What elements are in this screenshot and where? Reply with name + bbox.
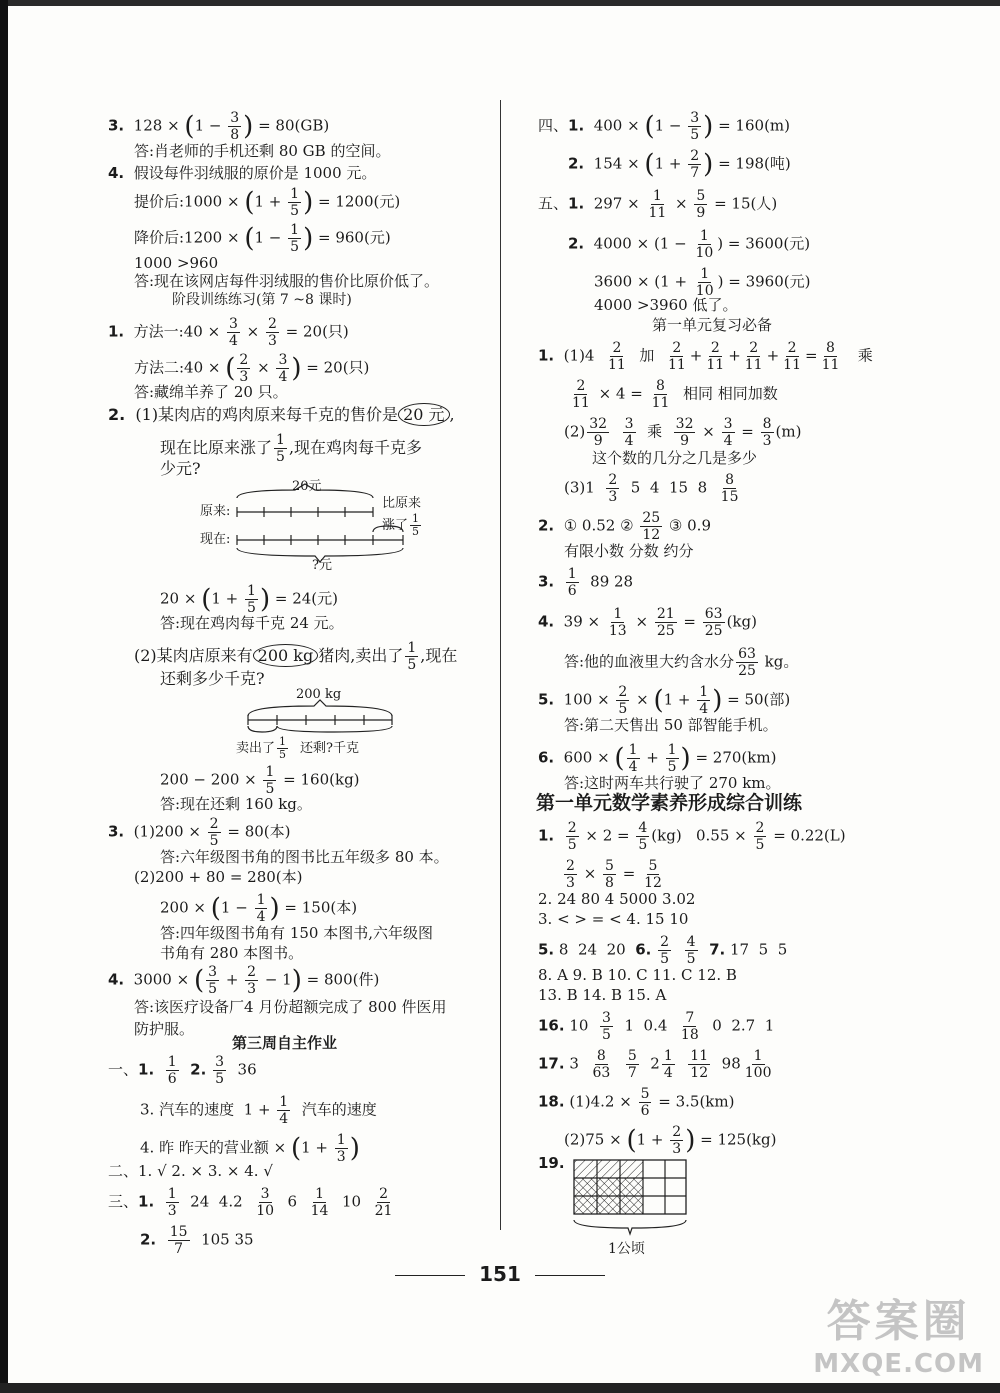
rv1-2: (2) $\frac{32}{9}$ $\frac{3}{4}$ 乘 $\frac{32}{9}$ × $\frac{3}{4}$ = $\frac{8}{3}$ (m) (564, 416, 802, 449)
diagram1-rise-fraction: 涨了 $\frac{1}{5}$ (382, 512, 420, 538)
q4-answer: 答:现在该网店每件羽绒服的售价比原价低了。 (134, 272, 440, 290)
w1-3: 3. 汽车的速度 1 + $\frac{1}{4}$ 汽车的速度 (140, 1094, 377, 1127)
diagram1-total: 20元 (292, 479, 322, 494)
p4-answer: 答:该医疗设备厂4 月份超额完成了 800 件医用 (134, 998, 447, 1016)
week3-title: 第三周自主作业 (232, 1034, 338, 1052)
p3-2-equation: (2)200 + 80 = 280(本) (134, 868, 303, 886)
t13: 13. B 14. B 15. A (538, 986, 667, 1004)
scan-top-edge (0, 0, 1000, 6)
rv4: 4. 39 × $\frac{1}{13}$ × $\frac{21}{25}$ = $\frac{63}{25}$ (kg) (538, 606, 757, 639)
rv1-1b: $\frac{2}{11}$ × 4 = $\frac{8}{11}$ 相同 相同加数 (572, 378, 778, 411)
t2: 2. 24 80 4 5000 3.02 (538, 890, 696, 908)
diagram1-rise-label: 比原来 (382, 496, 422, 511)
r5-2b: 3600 × (1 + $\frac{1}{10}$ ) = 3960(元) (594, 266, 811, 299)
p2-1-question-3: 少元? (160, 459, 201, 478)
p2-2-equation: 200 − 200 × $\frac{1}{5}$ = 160(kg) (160, 764, 360, 797)
rv1-2b: 这个数的几分之几是多少 (592, 449, 758, 467)
p2-1-answer: 答:现在鸡肉每千克 24 元。 (160, 614, 344, 632)
w3-2: 2. $\frac{15}{7}$ 105 35 (140, 1224, 254, 1257)
rv2: 2. ① 0.52 ② $\frac{25}{12}$ ③ 0.9 (538, 510, 711, 543)
rv1-1: 1. (1)4 $\frac{2}{11}$ 加 $\frac{2}{11}$ + $\frac{2}{11}$ + $\frac{2}{11}$ + $\frac{2}{11}$ = $\frac{8}{11}$ 乘 (538, 340, 873, 373)
r5-1: 五、1. 297 × $\frac{1}{11}$ × $\frac{5}{9}$ = 15(人) (538, 188, 778, 221)
diagram2-sold: 卖出了 $\frac{1}{5}$ (236, 735, 287, 761)
q4-intro: 4. 假设每件羽绒服的原价是 1000 元。 (108, 164, 377, 182)
p2-2-answer: 答:现在还剩 160 kg。 (160, 795, 312, 813)
p4-equation: 4. 3000 × ( $\frac{3}{5}$ + $\frac{2}{3}$ − 1) = 800(件) (108, 964, 380, 997)
w2: 二、1. √ 2. × 3. × 4. √ (108, 1162, 273, 1180)
t18-1: 18. (1)4.2 × $\frac{5}{6}$ = 3.5(km) (538, 1086, 735, 1119)
r5-2c: 4000 >3960 低了。 (594, 296, 738, 314)
t1: 1. $\frac{2}{5}$ × 2 = $\frac{4}{5}$ (kg) 0.55 × $\frac{2}{5}$ = 0.22(L) (538, 820, 846, 853)
r4-2: 2. 154 × (1 + $\frac{2}{7}$ ) = 198(吨) (568, 148, 791, 181)
rv5: 5. 100 × $\frac{2}{5}$ × (1 + $\frac{1}{4}$ ) = 50(部) (538, 684, 791, 717)
w1-4: 4. 昨 昨天的营业额 × (1 + $\frac{1}{3}$ ) (140, 1132, 360, 1165)
p3-2-answer-2: 书角有 280 本图书。 (160, 944, 304, 962)
rv5-answer: 答:第二天售出 50 部智能手机。 (564, 716, 778, 734)
t5: 5. 8 24 20 6. $\frac{2}{5}$ $\frac{4}{5}$ 7. 17 5 5 (538, 934, 788, 967)
t18-2: (2)75 × (1 + $\frac{2}{3}$ ) = 125(kg) (564, 1124, 777, 1157)
p4-answer-2: 防护服。 (134, 1020, 195, 1038)
watermark-logo: 答案圈 MXQE.COM (813, 1296, 984, 1379)
r4-1: 四、1. 400 × (1 − $\frac{3}{5}$ ) = 160(m) (538, 110, 790, 143)
r5-2: 2. 4000 × (1 − $\frac{1}{10}$ ) = 3600(元) (568, 228, 811, 261)
scan-left-edge (0, 0, 8, 1393)
m1-answer: 答:藏绵羊养了 20 只。 (134, 383, 288, 401)
t8: 8. A 9. B 10. C 11. C 12. B (538, 966, 737, 984)
p2-2-question: (2)某肉店原来有 200 kg 猪肉,卖出了 $\frac{1}{5}$ ,现在 (134, 640, 458, 673)
diagram1-now-label: 现在: (200, 532, 231, 547)
t16: 16. 10 $\frac{3}{5}$ 1 0.4 $\frac{7}{18}$ 0 2.7 1 (538, 1010, 775, 1043)
page-number: 151 (0, 1262, 1000, 1286)
rv6: 6. 600 × ( $\frac{1}{4}$ + $\frac{1}{5}$ ) = 270(km) (538, 742, 777, 775)
p2-1-question-2: 现在比原来涨了 $\frac{1}{5}$ ,现在鸡肉每千克多 (160, 432, 423, 465)
t19-label: 19. (538, 1154, 565, 1172)
diagram2-remaining: 还剩?千克 (300, 741, 359, 756)
t1b: $\frac{2}{3}$ × $\frac{5}{8}$ = $\frac{5}{12}$ (566, 858, 662, 891)
unit-title: 第一单元数学素养形成综合训练 (536, 792, 803, 814)
area-grid-diagram (570, 1158, 690, 1242)
p3-2-equation-2: 200 × (1 − $\frac{1}{4}$ ) = 150(本) (160, 892, 358, 925)
p2-2-question-2: 还剩多少千克? (160, 669, 265, 688)
rv3: 3. $\frac{1}{6}$ 89 28 (538, 566, 634, 599)
p3-1-equation: 3. (1)200 × $\frac{2}{5}$ = 80(本) (108, 816, 291, 849)
p3-2-answer: 答:四年级图书角有 150 本图书,六年级图 (160, 924, 433, 942)
rv4-answer: 答:他的血液里大约含水分 $\frac{63}{25}$ kg。 (564, 646, 799, 679)
scan-bottom-edge (0, 1383, 1000, 1393)
p3-1-answer: 答:六年级图书角的图书比五年级多 80 本。 (160, 848, 449, 866)
stage-title: 阶段训练练习(第 7 ~8 课时) (172, 292, 352, 308)
review-title: 第一单元复习必备 (652, 316, 773, 334)
rv6-answer: 答:这时两车共行驶了 270 km。 (564, 774, 781, 792)
q4-raise: 提价后:1000 × (1 + $\frac{1}{5}$ ) = 1200(元) (134, 186, 401, 219)
diagram1-original-label: 原来: (200, 504, 231, 519)
rv2b: 有限小数 分数 约分 (564, 542, 694, 560)
diagram1-unknown: ?元 (312, 558, 332, 573)
column-divider (500, 100, 501, 1230)
p2-1-question: 2. (1)某肉店的鸡肉原来每千克的售价是 20 元 , (108, 405, 455, 424)
area-grid-caption: 1公顷 (608, 1241, 645, 1257)
q3-equation: 3. 128 × (1 − $\frac{3}{8}$ ) = 80(GB) (108, 110, 330, 143)
q3-answer: 答:肖老师的手机还剩 80 GB 的空间。 (134, 142, 391, 160)
w1-1: 一、1. $\frac{1}{6}$ 2. $\frac{3}{5}$ 36 (108, 1054, 257, 1087)
p2-1-equation: 20 × (1 + $\frac{1}{5}$ ) = 24(元) (160, 583, 338, 616)
t3: 3. < > = < 4. 15 10 (538, 910, 689, 928)
t17: 17. 3 $\frac{8}{63}$ $\frac{5}{7}$ 2 $\frac{1}{4}$ $\frac{11}{12}$ 98 $\frac{1}{100}$ (538, 1048, 772, 1081)
q4-compare: 1000 >960 (134, 254, 219, 272)
diagram2-total: 200 kg (296, 687, 342, 702)
m1-method2: 方法二:40 × ( $\frac{2}{3}$ × $\frac{3}{4}$ ) = 20(只) (134, 352, 370, 385)
m1-method1: 1. 方法一:40 × $\frac{3}{4}$ × $\frac{2}{3}$ = 20(只) (108, 316, 349, 349)
w3-1: 三、1. $\frac{1}{3}$ 24 4.2 $\frac{3}{10}$ 6 $\frac{1}{14}$ 10 $\frac{2}{21}$ (108, 1186, 393, 1219)
q4-cut: 降价后:1200 × (1 − $\frac{1}{5}$ ) = 960(元) (134, 222, 391, 255)
rv1-3: (3)1 $\frac{2}{3}$ 5 4 15 8 $\frac{8}{15}$ (564, 472, 739, 505)
